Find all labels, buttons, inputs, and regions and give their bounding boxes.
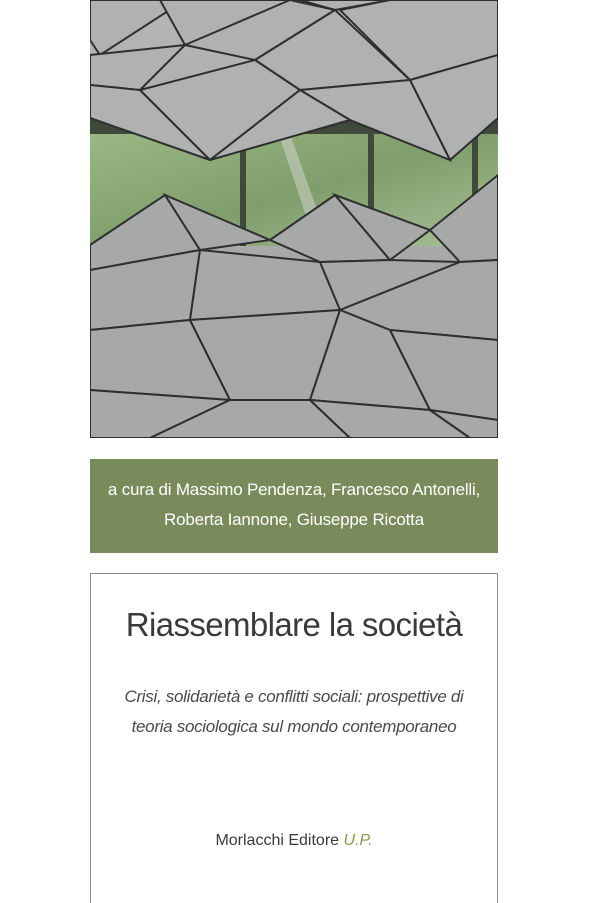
cover-photo: [90, 0, 498, 438]
book-subtitle: [91, 682, 497, 742]
publisher-name: Morlacchi Editore: [215, 832, 340, 849]
subtitle-line-2: teoria sociologica sul mondo contemporaneo: [131, 717, 457, 736]
book-title: Riassemblare la società: [125, 606, 463, 643]
editors-line-2: Roberta Iannone, Giuseppe Ricotta: [164, 510, 424, 529]
subtitle-line-1: Crisi, solidarietà e conflitti sociali: prospettive di: [124, 687, 464, 706]
editors-line-1: a cura di Massimo Pendenza, Francesco Antonelli,: [107, 480, 481, 499]
title-box: [90, 573, 498, 903]
publisher-imprint: U.P.: [343, 832, 373, 849]
publisher: [91, 832, 497, 850]
editors-band: [90, 459, 498, 553]
facade-illustration: [90, 0, 498, 438]
